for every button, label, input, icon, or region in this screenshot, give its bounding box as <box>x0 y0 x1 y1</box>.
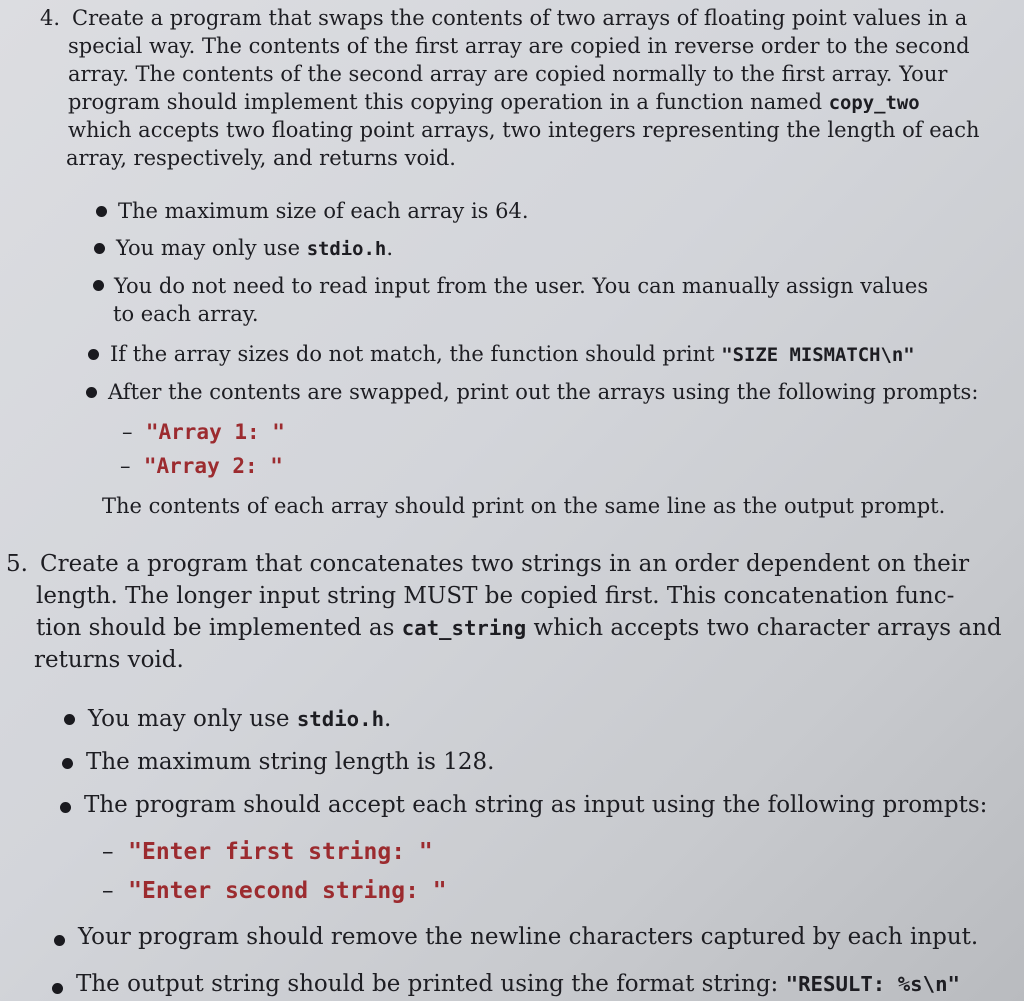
q4-bullet-4-code: "SIZE MISMATCH\n" <box>721 344 915 366</box>
q4-prompt-2: – "Array 2: " <box>120 454 283 478</box>
q4-closing: The contents of each array should print on the same line as the output prompt. <box>102 494 946 518</box>
q5-bullet-1-text: You may only use <box>88 706 297 732</box>
bullet-icon <box>88 349 99 360</box>
q4-line-3: array. The contents of the second array are copied normally to the first array. Your <box>68 62 948 86</box>
q5-function-name: cat_string <box>401 616 527 640</box>
q4-line-4-text: program should implement this copying operation in a function named <box>68 90 829 114</box>
q5-number: 5. <box>6 551 28 577</box>
bullet-icon <box>62 758 73 769</box>
q4-bullet-2-code: stdio.h <box>306 238 387 260</box>
q5-prompt-1-string: "Enter first string: " <box>128 839 433 865</box>
q4-prompt-1: – "Array 1: " <box>122 420 285 444</box>
q5-bullet-1-end: . <box>384 706 392 732</box>
q4-line-2: special way. The contents of the first array are copied in reverse order to the second <box>68 34 970 58</box>
q5-bullet-5 <box>76 968 960 1000</box>
q5-prompt-2-string: "Enter second string: " <box>128 878 447 904</box>
q4-bullet-2 <box>116 234 393 263</box>
q5-bullet-2: The maximum string length is 128. <box>86 749 495 775</box>
q4-bullet-4-text: If the array sizes do not match, the function should print <box>110 342 722 366</box>
bullet-icon <box>94 243 105 254</box>
bullet-icon <box>54 935 65 946</box>
q5-bullet-1 <box>88 703 391 735</box>
q5-line-1: Create a program that concatenates two strings in an order dependent on their <box>40 551 970 577</box>
q5-prompt-1: – "Enter first string: " <box>102 839 433 865</box>
q5-bullet-3: The program should accept each string as input using the following prompts: <box>84 792 988 818</box>
bullet-icon <box>93 280 104 291</box>
q4-bullet-3-line-1: You do not need to read input from the user. You can manually assign values <box>114 274 929 298</box>
bullet-icon <box>86 387 97 398</box>
q4-bullet-2-end: . <box>386 236 393 260</box>
q5-line-3-text: tion should be implemented as <box>36 615 402 641</box>
q4-bullet-1: The maximum size of each array is 64. <box>118 199 529 223</box>
q4-prompt-1-string: "Array 1: " <box>145 420 285 444</box>
q4-function-name: copy_two <box>828 92 920 114</box>
q5-line-3-end: which accepts two character arrays and <box>526 615 1002 641</box>
bullet-icon <box>52 983 63 994</box>
q5-bullet-5-code: "RESULT: %s\n" <box>785 972 960 996</box>
q4-prompt-2-string: "Array 2: " <box>143 454 283 478</box>
bullet-icon <box>60 802 71 813</box>
q5-line-4: returns void. <box>34 647 184 673</box>
q4-line-1: Create a program that swaps the contents of two arrays of floating point values in a <box>72 6 968 30</box>
q5-bullet-4: Your program should remove the newline characters captured by each input. <box>78 924 979 950</box>
q4-line-5: which accepts two floating point arrays, two integers representing the length of each <box>68 118 980 142</box>
q5-line-3 <box>36 612 1002 644</box>
q5-bullet-1-code: stdio.h <box>296 707 385 731</box>
q4-line-6: array, respectively, and returns void. <box>66 146 456 170</box>
q4-bullet-2-text: You may only use <box>116 236 307 260</box>
q5-bullet-5-text: The output string should be printed using the format string: <box>76 971 786 997</box>
bullet-icon <box>96 206 107 217</box>
q4-bullet-5: After the contents are swapped, print out the arrays using the following prompts: <box>108 380 979 404</box>
q4-bullet-3-line-2: to each array. <box>113 302 259 326</box>
q5-prompt-2: – "Enter second string: " <box>102 878 447 904</box>
q4-number: 4. <box>40 6 61 30</box>
q4-line-4 <box>68 88 920 117</box>
bullet-icon <box>64 714 75 725</box>
q5-line-2: length. The longer input string MUST be copied first. This concatenation func- <box>36 583 955 609</box>
q4-bullet-4 <box>110 340 915 369</box>
